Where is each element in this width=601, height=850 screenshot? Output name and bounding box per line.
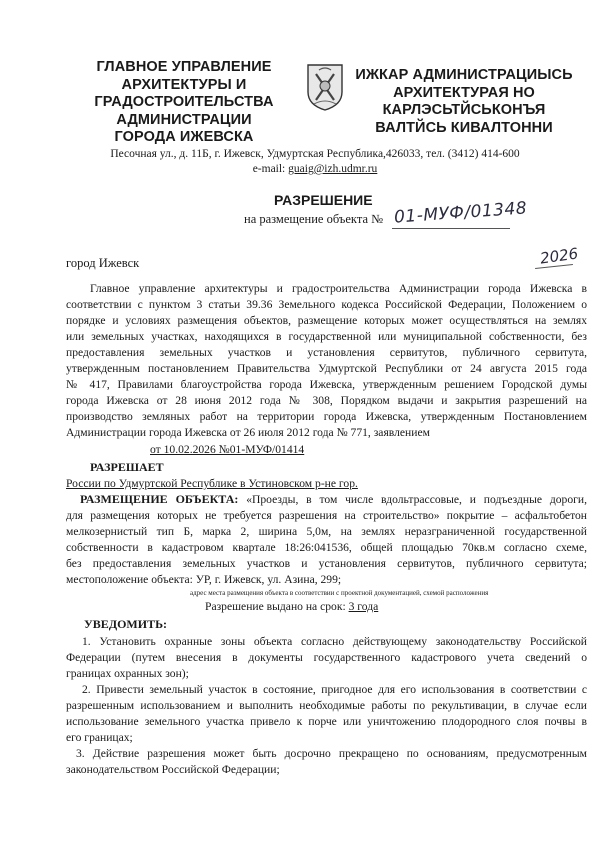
notify-label: УВЕДОМИТЬ:	[84, 617, 167, 631]
header-right-line: АРХИТЕКТУРАЯ НО	[393, 84, 535, 101]
placement-line: собственности в кадастровом квартале 18:26:041536, общей площадью 70кв.м согласно схеме,	[66, 541, 587, 554]
notify-line: законодательством Российской Федерации;	[66, 763, 280, 776]
body-line: предоставления земельных участков и установления сервитутов, публичного сервитута,	[66, 346, 587, 359]
handwritten-permit-number: 01-МУФ/01348	[393, 198, 528, 228]
city-label: город Ижевск	[66, 256, 140, 270]
header-right-line: КАРЛЭСЬТЙСЬКОНЪЯ	[382, 102, 546, 118]
term-line	[205, 599, 378, 614]
body-line: порядке и условиях размещения объектов, размещение которых может осуществляться на землях	[66, 314, 587, 327]
subtitle-text: на размещение объекта №	[244, 212, 384, 226]
notify-line: границах охранных зон);	[66, 667, 189, 680]
body-line: № 417, Правилами благоустройства города Ижевска, утвержденным решением Городской думы	[66, 378, 587, 391]
document-subtitle	[244, 212, 383, 227]
body-line: производство земляных работ на территории города Ижевска, утвержденным Постановлением	[66, 410, 587, 423]
header-left-line: ГЛАВНОЕ УПРАВЛЕНИЕ	[96, 59, 272, 75]
body-line: утвержденным постановлением Правительства Удмуртской Республики от 24 августа 2015 года	[66, 362, 587, 375]
body-line: Главное управление архитектуры и градостроительства Администрации города Ижевска в	[90, 282, 587, 295]
notify-line: использование земельного участка привело к порче или уничтожению плодородного слоя почвы в	[66, 715, 587, 728]
application-reference: от 10.02.2026 №01-МУФ/01414	[150, 443, 305, 456]
header-left-line: АРХИТЕКТУРЫ И	[121, 76, 247, 93]
handwritten-year: 2026	[538, 244, 580, 268]
body-line: или земельных участках, находящихся в государственной или муниципальной собственности, без	[66, 330, 587, 343]
address-line: Песочная ул., д. 11Б, г. Ижевск, Удмуртская Республика,426033, тел. (3412) 414-600	[110, 148, 520, 160]
coat-of-arms-emblem	[304, 62, 346, 112]
body-line: Администрации города Ижевска от 26 июля 2012 года № 771, заявлением	[66, 426, 430, 439]
header-right-line: ИЖКАР АДМИНИСТРАЦИЫСЬ	[355, 67, 573, 83]
header-right	[348, 67, 580, 137]
notify-line: разрешенным использованием и выполнить необходимые работы по рекультивации, в случае если	[66, 699, 587, 712]
placement-first-line	[80, 492, 587, 507]
permits-to: России по Удмуртской Республике в Устиновском р-не гор.	[66, 477, 358, 490]
email-label: e-mail:	[252, 163, 289, 175]
number-underline	[392, 228, 510, 229]
notify-line: 1. Установить охранные зоны объекта согласно действующему законодательству Российской	[82, 635, 587, 648]
header-left-line: ГОРОДА ИЖЕВСКА	[114, 129, 254, 145]
notify-line: его границах;	[66, 731, 133, 744]
body-line: соответствии с пунктом 3 статьи 39.36 Земельного кодекса Российской Федерации, Положением о	[66, 298, 587, 311]
header-right-line: ВАЛТЙСЬ КИВАЛТОННИ	[375, 119, 553, 136]
address-note: адрес места размещения объекта в соответствии с проектной документацией, схемой расположения	[190, 589, 489, 597]
permits-label: РАЗРЕШАЕТ	[90, 460, 164, 474]
email-line	[220, 163, 410, 175]
placement-line: местоположение объекта: УР, г. Ижевск, ул. Азина, 299;	[66, 573, 342, 586]
term-value: 3 года	[348, 600, 379, 613]
body-line: города Ижевска от 28 июня 2012 года № 308, Порядком выдачи и закрытия разрешений на	[66, 394, 587, 407]
header-left	[66, 59, 302, 147]
placement-line: «Проезды, в том числе вдольтрассовые, и подъездные дороги,	[246, 493, 587, 506]
placement-line: мелкозернистый тип Б, марка 2, ширина 5,0м, на землях неразграниченной государственной	[66, 525, 587, 538]
email-link[interactable]: guaig@izh.udmr.ru	[288, 163, 378, 175]
notify-line: Федерации (путем внесения в документы государственного кадастрового учета сведений о	[66, 651, 587, 664]
term-label: Разрешение выдано на срок:	[205, 600, 349, 613]
placement-line: без предоставления земельных участков и установления сервитутов, публичного сервитута;	[66, 557, 587, 570]
placement-line: для размещения которых не требуется разрешения на строительство» покрытие – асфальтобетон	[66, 509, 587, 522]
notify-line: 3. Действие разрешения может быть досрочно прекращено по основаниям, предусмотренным	[76, 747, 587, 760]
notify-line: 2. Привести земельный участок в состояние, пригодное для его использования в соответствии с	[82, 683, 587, 696]
document-title: РАЗРЕШЕНИЕ	[274, 192, 373, 208]
header-left-line: ГРАДОСТРОИТЕЛЬСТВА	[94, 94, 274, 110]
header-left-line: АДМИНИСТРАЦИИ	[116, 111, 252, 128]
placement-label: РАЗМЕЩЕНИЕ ОБЪЕКТА:	[80, 492, 239, 506]
